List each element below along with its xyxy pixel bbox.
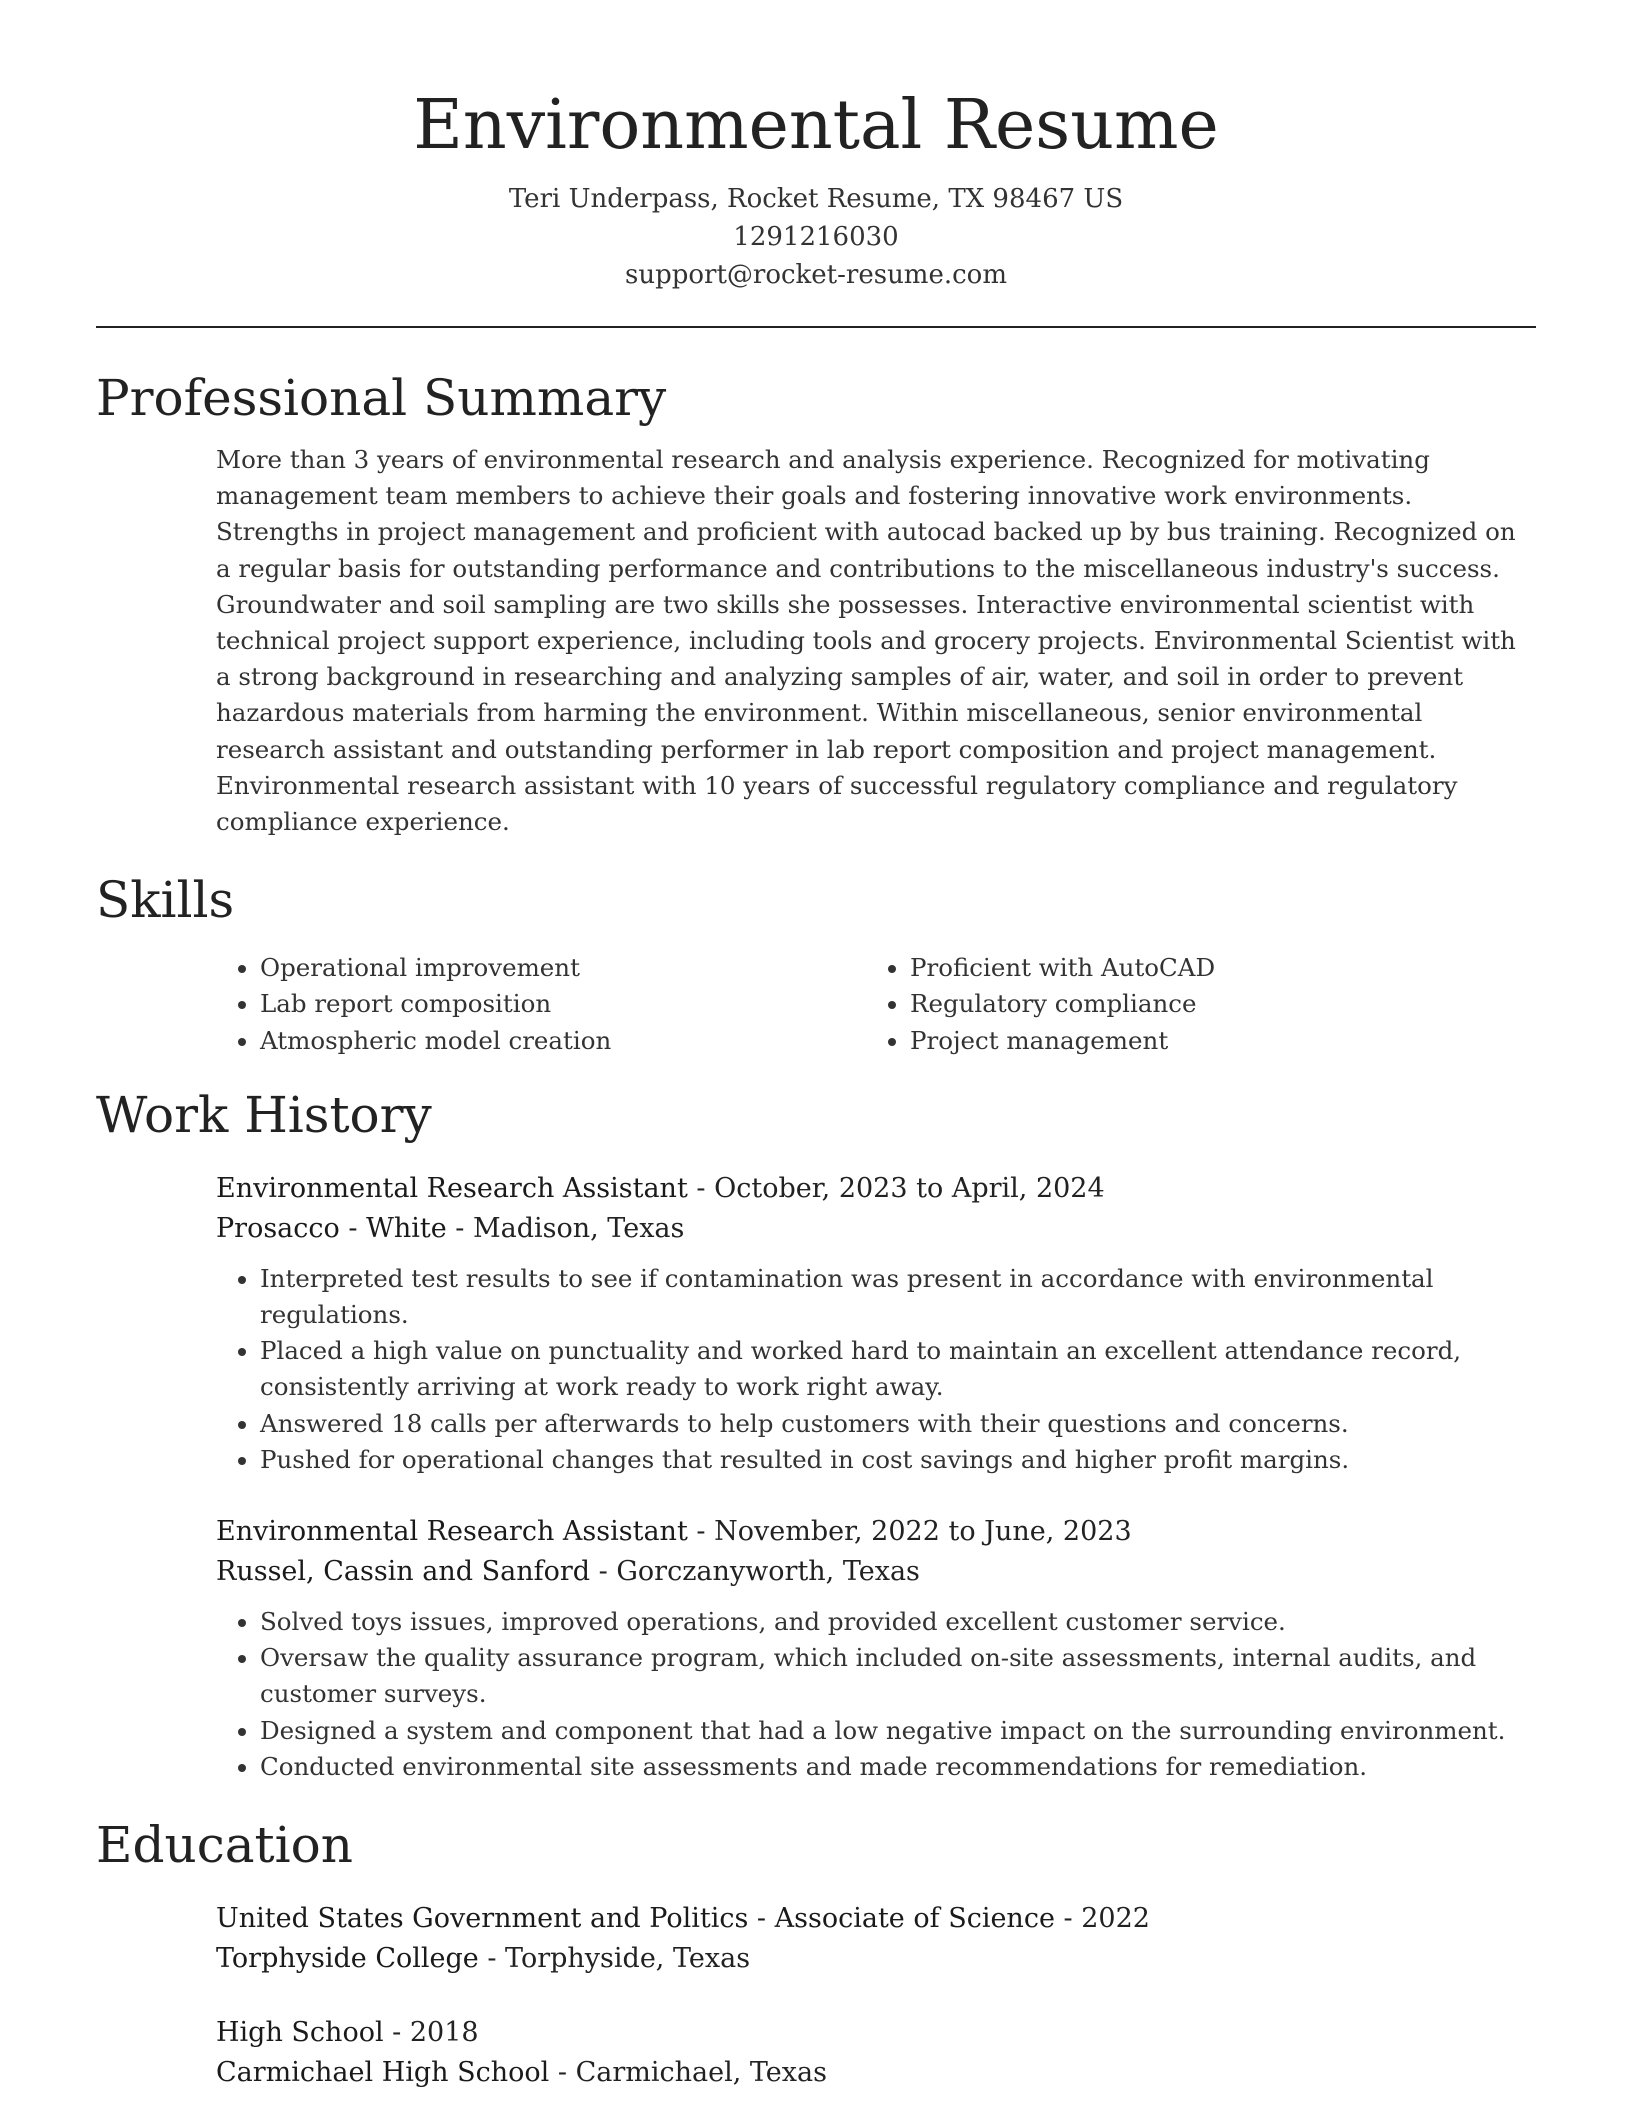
education-year: - 2022 bbox=[1054, 1903, 1150, 1935]
education-school-line bbox=[216, 1939, 1536, 1979]
job-company-line bbox=[216, 1209, 1536, 1249]
job-bullets bbox=[216, 1604, 1536, 1785]
job-entry bbox=[216, 1512, 1536, 1785]
resume-title: Environmental Resume bbox=[413, 86, 1219, 165]
resume-page bbox=[96, 0, 1536, 2093]
work-history-section bbox=[96, 1083, 1536, 1785]
skill-item: • Proficient with AutoCAD bbox=[910, 950, 1516, 986]
contact-phone: 1291216030 bbox=[733, 222, 899, 252]
job-location: - Madison, Texas bbox=[446, 1212, 685, 1244]
skills-grid bbox=[216, 950, 1536, 1059]
job-title: Environmental Research Assistant bbox=[216, 1516, 688, 1548]
education-entry bbox=[216, 1899, 1536, 1979]
education-degree-line bbox=[216, 1899, 1536, 1939]
job-company-line bbox=[216, 1552, 1536, 1592]
job-location: - Gorczanyworth, Texas bbox=[590, 1556, 920, 1588]
skill-item: • Operational improvement bbox=[260, 950, 866, 986]
education-year: - 2018 bbox=[383, 2017, 479, 2049]
job-company: Russel, Cassin and Sanford bbox=[216, 1556, 591, 1588]
header-divider bbox=[96, 326, 1536, 328]
job-bullet: • Oversaw the quality assurance program, which included on-site assessments, internal audits, and customer surveys. bbox=[260, 1640, 1536, 1712]
job-bullet: • Answered 18 calls per afterwards to help customers with their questions and concerns. bbox=[260, 1406, 1536, 1442]
skill-item: • Atmospheric model creation bbox=[260, 1023, 866, 1059]
education-degree: United States Government and Politics - Associate of Science bbox=[216, 1903, 1055, 1935]
summary-heading: Professional Summary bbox=[96, 369, 667, 427]
education-degree-line bbox=[216, 2013, 1536, 2053]
job-bullet: • Conducted environmental site assessments and made recommendations for remediation. bbox=[260, 1749, 1536, 1785]
education-location: - Torphyside, Texas bbox=[478, 1943, 751, 1975]
job-title-line bbox=[216, 1169, 1536, 1209]
education-school: Carmichael High School bbox=[216, 2057, 550, 2089]
contact-info bbox=[96, 180, 1536, 294]
education-section bbox=[96, 1813, 1536, 2093]
job-entry bbox=[216, 1169, 1536, 1478]
work-history-heading: Work History bbox=[96, 1085, 432, 1144]
education-location: - Carmichael, Texas bbox=[549, 2057, 827, 2089]
job-company: Prosacco - White bbox=[216, 1212, 447, 1244]
job-bullet: • Interpreted test results to see if contamination was present in accordance with environmental regulations. bbox=[260, 1261, 1536, 1333]
job-dates: - October, 2023 to April, 2024 bbox=[687, 1172, 1105, 1204]
contact-email: support@rocket-resume.com bbox=[624, 260, 1007, 290]
skills-section bbox=[96, 868, 1536, 1059]
contact-address: Teri Underpass, Rocket Resume, TX 98467 US bbox=[508, 184, 1124, 214]
education-school: Torphyside College bbox=[216, 1943, 479, 1975]
job-bullet: • Designed a system and component that had a low negative impact on the surrounding environment. bbox=[260, 1713, 1536, 1749]
summary-section bbox=[96, 366, 1536, 840]
job-bullet: • Placed a high value on punctuality and worked hard to maintain an excellent attendance record, consistently arriving at work ready to work right away. bbox=[260, 1333, 1536, 1405]
job-title-line bbox=[216, 1512, 1536, 1552]
job-title: Environmental Research Assistant bbox=[216, 1172, 688, 1204]
skill-item: • Lab report composition bbox=[260, 986, 866, 1022]
skill-item: • Project management bbox=[910, 1023, 1516, 1059]
education-degree: High School bbox=[216, 2017, 384, 2049]
job-bullets bbox=[216, 1261, 1536, 1478]
job-bullet: • Solved toys issues, improved operations, and provided excellent customer service. bbox=[260, 1604, 1536, 1640]
resume-header bbox=[96, 0, 1536, 294]
job-dates: - November, 2022 to June, 2023 bbox=[687, 1516, 1132, 1548]
education-school-line bbox=[216, 2053, 1536, 2093]
education-heading: Education bbox=[96, 1816, 353, 1875]
education-entry bbox=[216, 2013, 1536, 2093]
skills-heading: Skills bbox=[96, 871, 235, 930]
job-bullet: • Pushed for operational changes that resulted in cost savings and higher profit margins. bbox=[260, 1442, 1536, 1478]
skills-list-left bbox=[216, 950, 866, 1059]
skill-item: • Regulatory compliance bbox=[910, 986, 1516, 1022]
skills-list-right bbox=[866, 950, 1516, 1059]
summary-text: More than 3 years of environmental research and analysis experience. Recognized for motivating management team members to achieve their goals and fostering innovative work environments. Strengths in project management and proficient with autocad backed up by bus training. Recognized on a regular basis for outstanding performance and contributions to the miscellaneous industry's success. Groundwater and soil sampling are two skills she possesses. Interactive environmental scientist with technical project support experience, including tools and grocery projects. Environmental Scientist with a strong background in researching and analyzing samples of air, water, and soil in order to prevent hazardous materials from harming the environment. Within miscellaneous, senior environmental research assistant and outstanding performer in lab report composition and project management. Environmental research assistant with 10 years of successful regulatory compliance and regulatory compliance experience. bbox=[216, 445, 1516, 837]
